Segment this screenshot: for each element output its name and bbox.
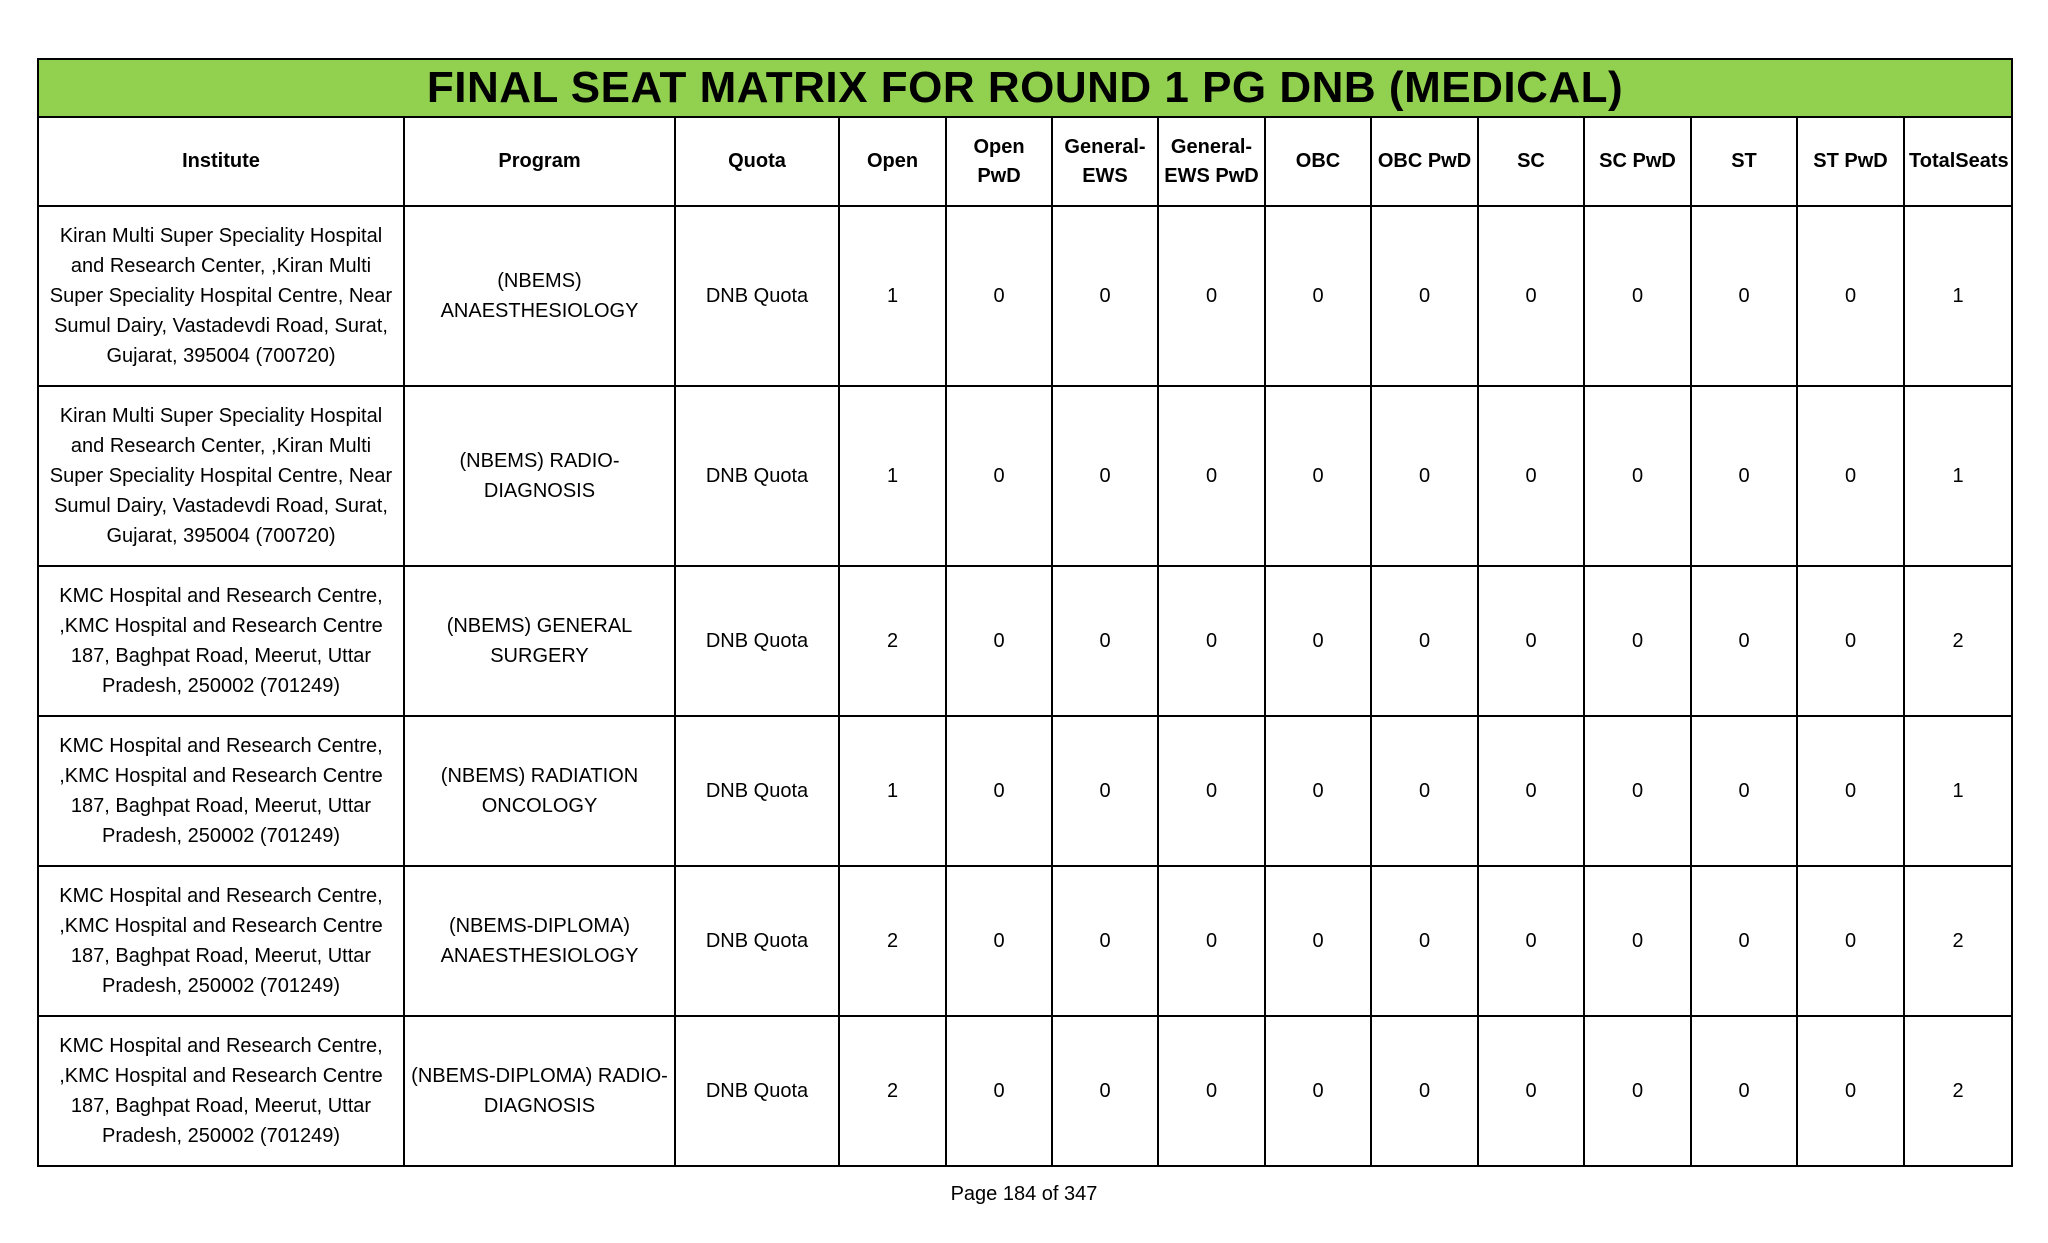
page-number: Page 184 of 347 — [950, 1183, 1098, 1205]
table-cell: KMC Hospital and Research Centre, ,KMC Hospital and Research Centre 187, Baghpat Road, Meerut, Uttar Pradesh, 250002 (701249) — [38, 716, 404, 866]
table-cell: 0 — [1478, 206, 1584, 386]
table-row — [38, 716, 2012, 866]
table-cell: 0 — [1478, 1016, 1584, 1166]
table-cell: 0 — [1691, 866, 1797, 1016]
table-row — [38, 206, 2012, 386]
table-cell: 0 — [946, 386, 1052, 566]
table-cell: 0 — [1158, 386, 1265, 566]
table-cell: DNB Quota — [675, 716, 839, 866]
seat-matrix-sheet — [37, 58, 2011, 1167]
table-cell: 0 — [1371, 386, 1478, 566]
table-cell: 0 — [1052, 716, 1158, 866]
table-cell: DNB Quota — [675, 386, 839, 566]
table-cell: 0 — [1797, 866, 1904, 1016]
table-cell: 0 — [1052, 866, 1158, 1016]
table-cell: 0 — [1052, 386, 1158, 566]
table-cell: 0 — [1158, 206, 1265, 386]
table-cell: 1 — [1904, 386, 2012, 566]
table-cell: 0 — [1797, 566, 1904, 716]
table-cell: 0 — [1797, 1016, 1904, 1166]
table-cell: 1 — [839, 716, 946, 866]
table-cell: 0 — [1158, 716, 1265, 866]
table-cell: 0 — [946, 206, 1052, 386]
table-cell: 0 — [1265, 206, 1371, 386]
column-header: Quota — [675, 117, 839, 206]
column-header: SC — [1478, 117, 1584, 206]
table-cell: 0 — [1584, 866, 1691, 1016]
table-cell: 0 — [1052, 566, 1158, 716]
table-cell: 0 — [1478, 716, 1584, 866]
table-cell: 0 — [946, 1016, 1052, 1166]
table-cell: 0 — [1691, 716, 1797, 866]
column-header-row — [38, 117, 2012, 206]
table-cell: 0 — [1584, 1016, 1691, 1166]
column-header: General-EWS — [1052, 117, 1158, 206]
table-cell: Kiran Multi Super Speciality Hospital and Research Center, ,Kiran Multi Super Speciality Hospital Centre, Near Sumul Dairy, Vastadevdi Road, Surat, Gujarat, 395004 (700720) — [38, 206, 404, 386]
table-cell: 0 — [1265, 386, 1371, 566]
table-cell: 0 — [1797, 206, 1904, 386]
table-cell: 0 — [1478, 386, 1584, 566]
table-cell: 0 — [1797, 716, 1904, 866]
table-cell: 0 — [1158, 1016, 1265, 1166]
table-cell: 0 — [946, 716, 1052, 866]
column-header: Program — [404, 117, 675, 206]
column-header: Open — [839, 117, 946, 206]
table-cell: 0 — [1052, 206, 1158, 386]
table-cell: DNB Quota — [675, 1016, 839, 1166]
table-cell: 0 — [1478, 566, 1584, 716]
table-cell: 1 — [1904, 206, 2012, 386]
table-cell: 0 — [1265, 566, 1371, 716]
column-header: OBC PwD — [1371, 117, 1478, 206]
table-cell: 1 — [1904, 716, 2012, 866]
table-cell: 0 — [1584, 206, 1691, 386]
table-cell: 0 — [1797, 386, 1904, 566]
column-header: ST PwD — [1797, 117, 1904, 206]
table-row — [38, 866, 2012, 1016]
table-cell: 0 — [1584, 386, 1691, 566]
table-cell: 0 — [1691, 1016, 1797, 1166]
table-cell: 0 — [1371, 206, 1478, 386]
table-row — [38, 566, 2012, 716]
table-cell: (NBEMS) RADIO-DIAGNOSIS — [404, 386, 675, 566]
table-cell: 0 — [1371, 566, 1478, 716]
table-cell: 1 — [839, 206, 946, 386]
table-cell: 0 — [1158, 566, 1265, 716]
column-header: Open PwD — [946, 117, 1052, 206]
table-cell: 0 — [1371, 1016, 1478, 1166]
table-cell: KMC Hospital and Research Centre, ,KMC Hospital and Research Centre 187, Baghpat Road, Meerut, Uttar Pradesh, 250002 (701249) — [38, 1016, 404, 1166]
table-cell: 0 — [1584, 566, 1691, 716]
table-cell: (NBEMS-DIPLOMA) ANAESTHESIOLOGY — [404, 866, 675, 1016]
table-cell: 0 — [946, 866, 1052, 1016]
column-header: General-EWS PwD — [1158, 117, 1265, 206]
table-row — [38, 386, 2012, 566]
table-cell: Kiran Multi Super Speciality Hospital and Research Center, ,Kiran Multi Super Speciality Hospital Centre, Near Sumul Dairy, Vastadevdi Road, Surat, Gujarat, 395004 (700720) — [38, 386, 404, 566]
table-cell: DNB Quota — [675, 566, 839, 716]
table-cell: 0 — [1265, 1016, 1371, 1166]
column-header: ST — [1691, 117, 1797, 206]
table-cell: 0 — [1691, 386, 1797, 566]
table-cell: (NBEMS) RADIATION ONCOLOGY — [404, 716, 675, 866]
table-cell: DNB Quota — [675, 206, 839, 386]
table-cell: 1 — [839, 386, 946, 566]
table-cell: 0 — [1478, 866, 1584, 1016]
table-cell: 2 — [1904, 866, 2012, 1016]
table-cell: KMC Hospital and Research Centre, ,KMC Hospital and Research Centre 187, Baghpat Road, Meerut, Uttar Pradesh, 250002 (701249) — [38, 866, 404, 1016]
table-cell: 0 — [946, 566, 1052, 716]
page-title: FINAL SEAT MATRIX FOR ROUND 1 PG DNB (MEDICAL) — [38, 59, 2012, 117]
table-cell: 0 — [1158, 866, 1265, 1016]
table-cell: 2 — [1904, 1016, 2012, 1166]
table-cell: 2 — [1904, 566, 2012, 716]
table-cell: 0 — [1691, 566, 1797, 716]
table-cell: DNB Quota — [675, 866, 839, 1016]
table-cell: 2 — [839, 1016, 946, 1166]
table-cell: 0 — [1052, 1016, 1158, 1166]
table-cell: (NBEMS) ANAESTHESIOLOGY — [404, 206, 675, 386]
table-cell: 0 — [1265, 866, 1371, 1016]
column-header: OBC — [1265, 117, 1371, 206]
column-header: SC PwD — [1584, 117, 1691, 206]
table-cell: 0 — [1584, 716, 1691, 866]
table-cell: 2 — [839, 866, 946, 1016]
table-cell: KMC Hospital and Research Centre, ,KMC Hospital and Research Centre 187, Baghpat Road, Meerut, Uttar Pradesh, 250002 (701249) — [38, 566, 404, 716]
seat-matrix-table — [37, 58, 2013, 1167]
table-cell: 0 — [1691, 206, 1797, 386]
table-cell: 0 — [1371, 866, 1478, 1016]
column-header: Institute — [38, 117, 404, 206]
table-body — [38, 206, 2012, 1166]
table-cell: 0 — [1265, 716, 1371, 866]
table-cell: (NBEMS-DIPLOMA) RADIO-DIAGNOSIS — [404, 1016, 675, 1166]
table-cell: 0 — [1371, 716, 1478, 866]
table-cell: 2 — [839, 566, 946, 716]
table-row — [38, 1016, 2012, 1166]
column-header: TotalSeats — [1904, 117, 2012, 206]
table-cell: (NBEMS) GENERAL SURGERY — [404, 566, 675, 716]
